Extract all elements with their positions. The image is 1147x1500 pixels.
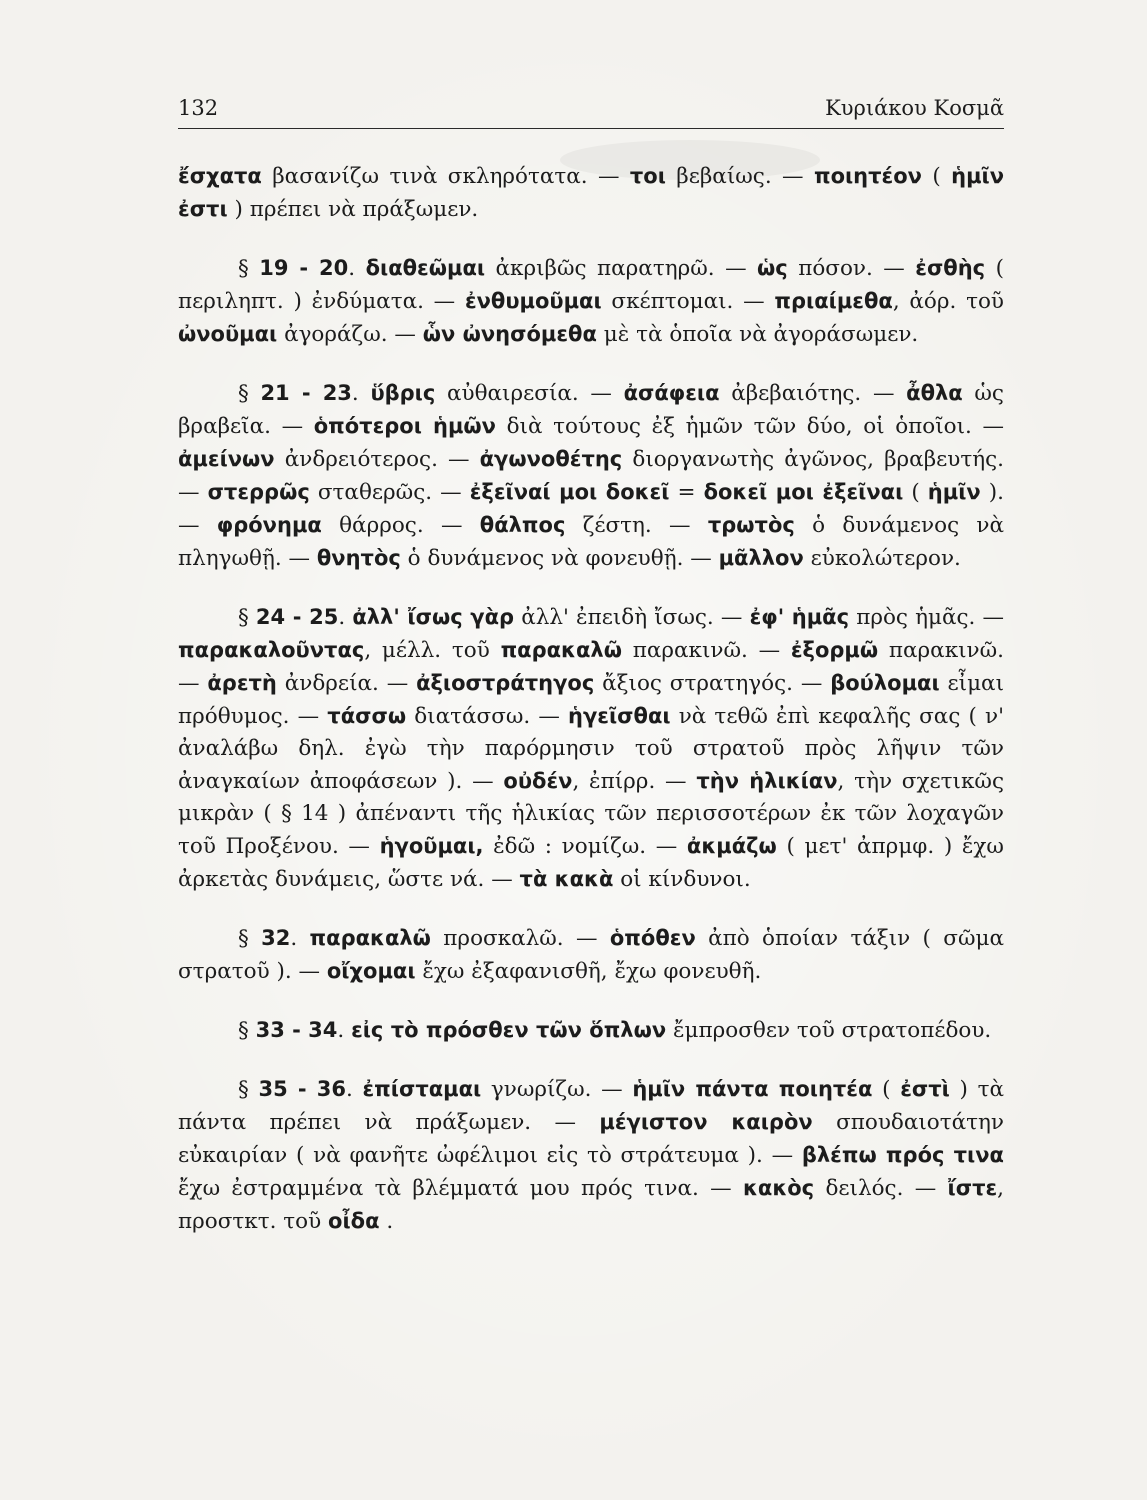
gloss-text: . xyxy=(379,1209,394,1234)
gloss-text: διὰ τούτους ἐξ ἡμῶν τῶν δύο, οἱ ὁποῖοι. — xyxy=(495,414,1004,439)
lemma-term: παρακαλοῦντας xyxy=(178,638,365,662)
lemma-term: ἀμείνων xyxy=(178,447,275,471)
lemma-term: θάλπος xyxy=(479,513,566,537)
lemma-term: οἴχομαι xyxy=(326,959,416,983)
lemma-term: ἀλλ' ἴσως γὰρ xyxy=(352,605,515,629)
lemma-term: ὕβρις xyxy=(370,381,436,405)
gloss-text: ἀγοράζω. — xyxy=(277,322,423,347)
gloss-text: ). — xyxy=(178,480,1004,538)
lemma-term: ἡμῖν xyxy=(927,480,981,504)
lemma-term: ἡμῖν πάντα ποιητέα xyxy=(632,1077,873,1101)
gloss-text: ( xyxy=(903,480,928,505)
gloss-text: πρὸς ἡμᾶς. — xyxy=(849,605,1005,630)
gloss-text: ὡς βραβεῖα. — xyxy=(178,381,1004,439)
gloss-text: ὁ δυνάμενος νὰ πληγωθῇ. — xyxy=(178,513,1004,571)
gloss-text: § xyxy=(238,926,262,951)
lemma-term: οὐδέν xyxy=(503,769,573,793)
lemma-term: 21 - 23 xyxy=(260,381,352,405)
lemma-term: 32 xyxy=(261,926,291,950)
lemma-term: ἔσχατα xyxy=(178,164,262,188)
lemma-term: οἶδα xyxy=(328,1209,380,1233)
lemma-term: ἡμῖν ἐστι xyxy=(178,164,1005,221)
gloss-text: ( xyxy=(872,1077,901,1102)
lemma-term: ὡς xyxy=(757,256,788,280)
gloss-text: παρακινῶ. — xyxy=(621,638,791,663)
lemma-term: ὠνοῦμαι xyxy=(178,322,278,346)
lemma-term: 33 - 34 xyxy=(255,1018,338,1042)
lemma-term: μέγιστον καιρὸν xyxy=(599,1110,813,1134)
page-number: 132 xyxy=(178,96,219,120)
lemma-term: 35 - 36 xyxy=(258,1077,346,1101)
gloss-text: ) πρέπει νὰ πράξωμεν. xyxy=(227,197,479,222)
gloss-text: πόσον. — xyxy=(787,256,916,281)
gloss-text: ἔμπροσθεν τοῦ στρατοπέδου. xyxy=(666,1018,992,1043)
gloss-text: § xyxy=(238,605,256,630)
lemma-term: κακὸς xyxy=(742,1176,815,1200)
lemma-term: βούλομαι xyxy=(830,671,940,695)
gloss-text: ἔχω ἐξαφανισθῆ, ἔχω φονευθῆ. xyxy=(415,959,762,984)
lemma-term: εἰς τὸ πρόσθεν τῶν ὅπλων xyxy=(351,1018,667,1042)
lemma-term: ἀγωνοθέτης xyxy=(479,447,623,471)
gloss-text: , τὴν σχετικῶς μικρὰν ( § 14 ) ἀπέναντι τῆς ἡλικίας τῶν περισσοτέρων ἐκ τῶν λοχαγῶν τοῦ Προξένου. — xyxy=(178,769,1004,859)
gloss-text: θάρρος. — xyxy=(321,513,480,538)
lemma-term: τρωτὸς xyxy=(707,513,795,537)
gloss-text: ἔχω ἐστραμμένα τὰ βλέμματά μου πρός τινα. — xyxy=(178,1176,743,1201)
gloss-text: ( περιληπτ. ) ἐνδύματα. — xyxy=(178,256,1004,314)
lemma-term: διαθεῶμαι xyxy=(365,256,486,280)
gloss-text: . xyxy=(338,605,353,630)
gloss-text: παρακινῶ. — xyxy=(178,638,1004,696)
lemma-term: ἀρετὴ xyxy=(207,671,277,695)
lemma-term: δοκεῖ μοι ἐξεῖναι xyxy=(703,480,904,504)
lemma-term: ὧν ὠνησόμεθα xyxy=(422,322,597,346)
lemma-term: ὁπόθεν xyxy=(609,926,696,950)
gloss-text: ἀβεβαιότης. — xyxy=(719,381,907,406)
gloss-text: μὲ τὰ ὁποῖα νὰ ἀγοράσωμεν. xyxy=(596,322,919,347)
gloss-text: ) τὰ πάντα πρέπει νὰ πράξωμεν. — xyxy=(178,1077,1005,1135)
gloss-text: προσκαλῶ. — xyxy=(430,926,610,951)
lemma-term: βλέπω πρός τινα xyxy=(801,1143,1004,1167)
lemma-term: ὁπότεροι ἡμῶν xyxy=(313,414,496,438)
lemma-term: τὰ κακὰ xyxy=(519,867,614,891)
paragraph-p5 xyxy=(178,1014,1004,1047)
gloss-text: § xyxy=(238,256,260,281)
gloss-text: ( xyxy=(921,164,952,189)
gloss-text: ἐδῶ : νομίζω. — xyxy=(483,834,687,859)
lemma-term: ἐξεῖναί μοι δοκεῖ xyxy=(469,480,670,504)
gloss-text: εὐκολώτερον. xyxy=(803,546,961,571)
gloss-text: . xyxy=(351,381,371,406)
gloss-text: § xyxy=(238,381,261,406)
lemma-term: τὴν ἡλικίαν xyxy=(696,769,838,793)
running-title: Κυριάκου Κοσμᾶ xyxy=(825,96,1004,120)
gloss-text: βεβαίως. — xyxy=(665,164,814,189)
lemma-term: τοι xyxy=(629,164,666,188)
paragraph-p6 xyxy=(178,1073,1004,1238)
gloss-text: ( μετ' ἀπρμφ. ) ἔχω ἀρκετὰς δυνάμεις, ὥστε νά. — xyxy=(178,834,1004,892)
gloss-text: σκέπτομαι. — xyxy=(601,289,775,314)
lemma-term: ἐστὶ xyxy=(900,1077,950,1101)
lemma-term: θνητὸς xyxy=(316,546,401,570)
gloss-text: ἀνδρειότερος. — xyxy=(274,447,480,472)
gloss-text: , μέλλ. τοῦ xyxy=(364,638,501,663)
glossary-text xyxy=(178,160,1004,1264)
gloss-text: § xyxy=(238,1077,259,1102)
lemma-term: ἴστε xyxy=(947,1176,998,1200)
gloss-text: . xyxy=(345,1077,363,1102)
gloss-text: ζέστη. — xyxy=(565,513,708,538)
gloss-text: σπουδαιοτάτην εὐκαιρίαν ( νὰ φανῆτε ὠφέλιμοι εἰς τὸ στράτευμα ). — xyxy=(178,1110,1004,1168)
gloss-text: δειλός. — xyxy=(814,1176,948,1201)
gloss-text: , ἀόρ. τοῦ xyxy=(892,289,1004,314)
paragraph-p1 xyxy=(178,252,1004,351)
paragraph-p2 xyxy=(178,377,1004,575)
gloss-text: ἀκριβῶς παρατηρῶ. — xyxy=(485,256,758,281)
lemma-term: ἆθλα xyxy=(906,381,963,405)
gloss-text: . xyxy=(337,1018,352,1043)
lemma-term: ποιητέον xyxy=(813,164,922,188)
lemma-term: ἀσάφεια xyxy=(623,381,720,405)
gloss-text: εἶμαι πρόθυμος. — xyxy=(178,671,1004,729)
gloss-text: διοργανωτὴς ἀγῶνος, βραβευτής. — xyxy=(178,447,1004,505)
lemma-term: πριαίμεθα xyxy=(774,289,893,313)
gloss-text: σταθερῶς. — xyxy=(309,480,470,505)
lemma-term: ἀξιοστράτηγος xyxy=(416,671,595,695)
gloss-text: γνωρίζω. — xyxy=(481,1077,633,1102)
gloss-text: ἀπὸ ὁποίαν τάξιν ( σῶμα στρατοῦ ). — xyxy=(178,926,1005,984)
gloss-text: αὐθαιρεσία. — xyxy=(435,381,624,406)
lemma-term: ἐνθυμοῦμαι xyxy=(464,289,602,313)
paragraph-p3 xyxy=(178,601,1004,896)
lemma-term: ἐπίσταμαι xyxy=(362,1077,482,1101)
gloss-text: ἄξιος στρατηγός. — xyxy=(594,671,831,696)
lemma-term: παρακαλῶ xyxy=(500,638,622,662)
lemma-term: ἡγοῦμαι, xyxy=(379,834,484,858)
lemma-term: ἐσθὴς xyxy=(915,256,986,280)
gloss-text: νὰ τεθῶ ἐπὶ κεφαλῆς σας ( ν' ἀναλάβω δηλ. ἐγὼ τὴν παρόρμησιν τοῦ στρατοῦ πρὸς λῆψιν τῶν ἀναγκαίων ἀποφάσεων ). — xyxy=(178,704,1004,794)
paragraph-p0 xyxy=(178,160,1004,226)
gloss-text: § xyxy=(238,1018,256,1043)
gloss-text: = xyxy=(669,480,704,505)
lemma-term: 24 - 25 xyxy=(255,605,339,629)
gloss-text: , προστκτ. τοῦ xyxy=(178,1176,1005,1234)
gloss-text: οἱ κίνδυνοι. xyxy=(613,867,751,892)
lemma-term: παρακαλῶ xyxy=(309,926,431,950)
lemma-term: ἐξορμῶ xyxy=(790,638,879,662)
lemma-term: φρόνημα xyxy=(216,513,322,537)
gloss-text: , ἐπίρρ. — xyxy=(572,769,697,794)
lemma-term: 19 - 20 xyxy=(259,256,349,280)
gloss-text: ὁ δυνάμενος νὰ φονευθῇ. — xyxy=(400,546,719,571)
gloss-text: βασανίζω τινὰ σκληρότατα. — xyxy=(261,164,630,189)
gloss-text: διατάσσω. — xyxy=(406,704,569,729)
lemma-term: ἀκμάζω xyxy=(686,834,777,858)
running-head xyxy=(178,94,1004,129)
lemma-term: ἡγεῖσθαι xyxy=(568,704,671,728)
gloss-text: ἀλλ' ἐπειδὴ ἴσως. — xyxy=(514,605,750,630)
gloss-text: . xyxy=(290,926,310,951)
paragraph-p4 xyxy=(178,922,1004,988)
lemma-term: στερρῶς xyxy=(207,480,310,504)
lemma-term: ἐφ' ἡμᾶς xyxy=(749,605,850,629)
gloss-text: ἀνδρεία. — xyxy=(276,671,417,696)
gloss-text: . xyxy=(348,256,366,281)
lemma-term: τάσσω xyxy=(327,704,407,728)
lemma-term: μᾶλλον xyxy=(718,546,804,570)
